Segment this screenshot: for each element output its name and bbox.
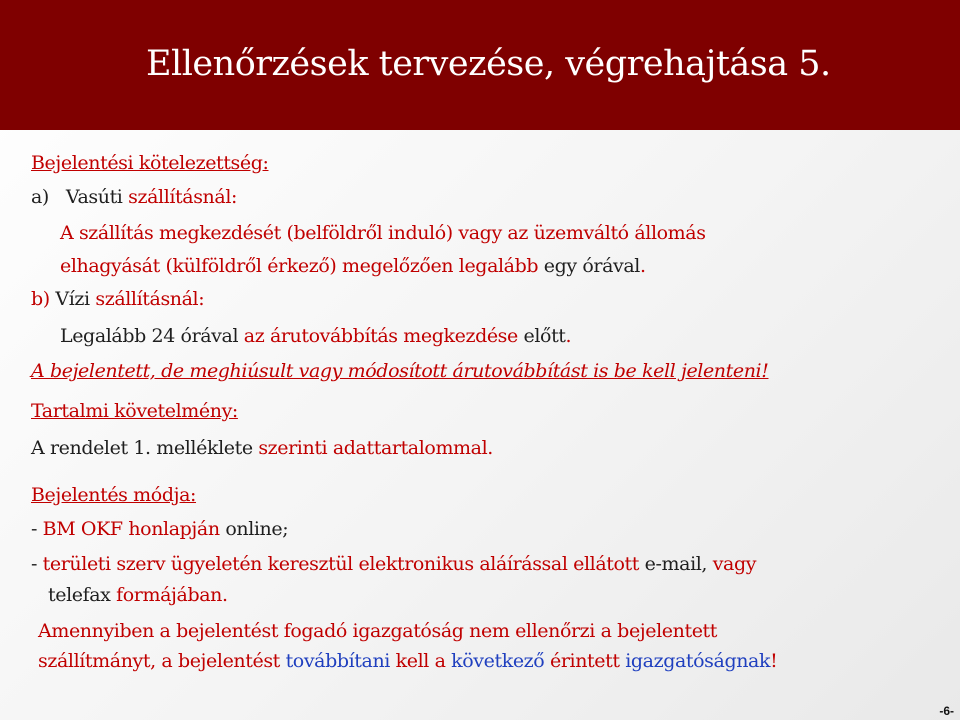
closing-line-2-b: továbbítani xyxy=(285,650,390,672)
water-line-dark: Legalább 24 órával xyxy=(60,325,239,347)
closing-line-2-a: szállítmányt, a bejelentést xyxy=(38,650,280,672)
rail-line-2-dark: egy órával xyxy=(543,255,640,277)
method-item-2-line-2-dark: telefax xyxy=(48,584,111,606)
water-line-main: az árutovábbítás megkezdése xyxy=(243,325,518,347)
method-item-2-line-2-main: formájában. xyxy=(116,584,228,606)
reporting-heading: Bejelentési kötelezettség: xyxy=(31,152,269,174)
content-heading: Tartalmi követelmény: xyxy=(31,400,238,422)
title-bar xyxy=(0,0,960,130)
method-item-2-prefix: - xyxy=(31,553,38,575)
rail-label-dark: Vasúti xyxy=(65,186,123,208)
content-text-main: szerinti adattartalommal. xyxy=(258,437,493,459)
water-label-line xyxy=(31,288,204,310)
slide-title: Ellenőrzések tervezése, végrehajtása 5. xyxy=(146,44,831,84)
reporting-note: A bejelentett, de meghiúsult vagy módosított árutovábbítást is be kell jelenteni! xyxy=(31,360,769,382)
method-item-2-main: területi szerv ügyeletén keresztül elektronikus aláírással ellátott xyxy=(42,553,640,575)
water-line-end: . xyxy=(565,325,572,347)
method-item-1-prefix: - xyxy=(31,518,38,540)
water-line-dark2: előtt xyxy=(523,325,566,347)
method-item-1 xyxy=(31,518,288,540)
method-item-2-line-2 xyxy=(48,584,228,606)
method-heading: Bejelentés módja: xyxy=(31,484,197,506)
rail-line-2 xyxy=(60,255,646,277)
closing-line-2-d: következő xyxy=(451,650,545,672)
closing-line-2-f: igazgatóságnak xyxy=(625,650,771,672)
method-item-2-dark: e-mail, xyxy=(644,553,708,575)
closing-line-2-g: ! xyxy=(770,650,778,672)
water-label: szállításnál: xyxy=(95,288,205,310)
page-number: -6- xyxy=(939,704,954,718)
water-label-dark: Vízi xyxy=(55,288,90,310)
rail-label: szállításnál: xyxy=(128,186,237,208)
closing-line-1: Amennyiben a bejelentést fogadó igazgatóság nem ellenőrzi a bejelentett xyxy=(38,620,718,642)
rail-label-line xyxy=(31,186,237,208)
rail-line-2-main: elhagyását (külföldről érkező) megelőzően legalább xyxy=(60,255,539,277)
method-item-2-end: vagy xyxy=(712,553,757,575)
content-text-dark: A rendelet 1. melléklete xyxy=(31,437,253,459)
closing-line-2 xyxy=(38,650,777,672)
closing-line-2-c: kell a xyxy=(395,650,446,672)
rail-line-2-end: . xyxy=(639,255,646,277)
method-item-1-dark2: online; xyxy=(225,518,289,540)
closing-line-2-e: érintett xyxy=(549,650,620,672)
rail-line-1: A szállítás megkezdését (belföldről induló) vagy az üzemváltó állomás xyxy=(60,222,706,244)
rail-prefix: a) xyxy=(31,186,49,208)
method-item-2 xyxy=(31,553,756,575)
content-text xyxy=(31,437,493,459)
method-item-1-dark: BM OKF xyxy=(42,518,123,540)
water-prefix: b) xyxy=(31,288,50,310)
method-item-1-main: honlapján xyxy=(128,518,220,540)
water-line xyxy=(60,325,571,347)
